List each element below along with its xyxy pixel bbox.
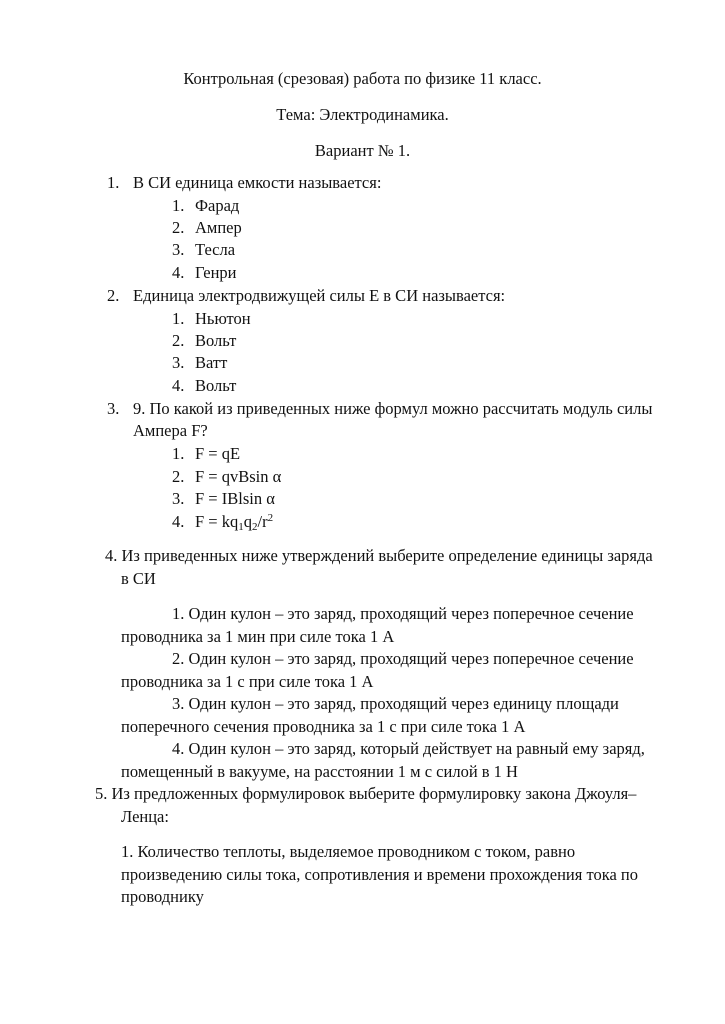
option-text: Ньютон [195,309,251,328]
question-number: 2. [107,286,120,305]
option-text: Вольт [195,376,237,395]
option-text: F = IBlsin α [195,489,275,508]
formula-superscript: 2 [267,512,274,524]
answer-line-2: помещенный в вакууме, на расстоянии 1 м с силой в 1 Н [121,762,518,781]
answer-line-1: 1. Количество теплоты, выделяемое проводником с током, равно [121,842,576,861]
option-number: 2. [172,467,185,486]
question-text: В СИ единица емкости называется: [133,173,382,192]
question-text-line-1: 9. По какой из приведенных ниже формул можно рассчитать модуль силы [133,399,653,418]
answer-line-1: 4. Один кулон – это заряд, который действует на равный ему заряд, [172,739,645,758]
option-text: F = qE [195,444,241,463]
formula-subscript-2: 2 [251,521,258,533]
formula-part-a: F = kq [195,512,239,531]
document-variant: Вариант № 1. [314,141,411,160]
option-text: Фарад [195,196,240,215]
question-text-line-1: 5. Из предложенных формулировок выберите формулировку закона Джоуля– [95,784,637,803]
option-number: 4. [172,263,185,282]
document-topic: Тема: Электродинамика. [276,105,449,124]
question-text-line-2: Ампера F? [133,421,208,440]
answer-line-2: поперечного сечения проводника за 1 с при силе тока 1 А [121,717,526,736]
question-number: 3. [107,399,120,418]
option-text: Ампер [195,218,242,237]
answer-line-2: проводника за 1 с при силе тока 1 А [121,672,374,691]
document-title: Контрольная (срезовая) работа по физике 11 класс. [183,69,542,88]
formula-part-b: q [243,512,252,531]
answer-line-1: 3. Один кулон – это заряд, проходящий через единицу площади [172,694,619,713]
formula-part-c: /r [257,512,268,531]
option-text: Вольт [195,331,237,350]
question-text: Единица электродвижущей силы Е в СИ называется: [133,286,506,305]
option-number: 1. [172,196,185,215]
question-text-line-2: в СИ [121,569,156,588]
question-number: 1. [107,173,120,192]
formula-subscript-1: 1 [238,521,244,533]
option-number: 1. [172,444,185,463]
option-number: 4. [172,376,185,395]
answer-line-2: проводника за 1 мин при силе тока 1 А [121,627,395,646]
option-text: Ватт [195,353,228,372]
option-formula [195,511,273,534]
option-number: 4. [172,512,185,531]
answer-line-2: произведению силы тока, сопротивления и времени прохождения тока по [121,865,639,884]
option-text: Тесла [195,240,236,259]
option-number: 3. [172,353,185,372]
question-text-line-1: 4. Из приведенных ниже утверждений выберите определение единицы заряда [105,546,653,565]
option-text: F = qvBsin α [195,467,282,486]
option-number: 2. [172,218,185,237]
question-text-line-2: Ленца: [121,807,169,826]
option-number: 1. [172,309,185,328]
option-number: 2. [172,331,185,350]
option-number: 3. [172,240,185,259]
answer-line-1: 1. Один кулон – это заряд, проходящий через поперечное сечение [172,604,634,623]
answer-line-1: 2. Один кулон – это заряд, проходящий через поперечное сечение [172,649,634,668]
option-number: 3. [172,489,185,508]
answer-line-3: проводнику [121,887,204,906]
option-text: Генри [195,263,237,282]
